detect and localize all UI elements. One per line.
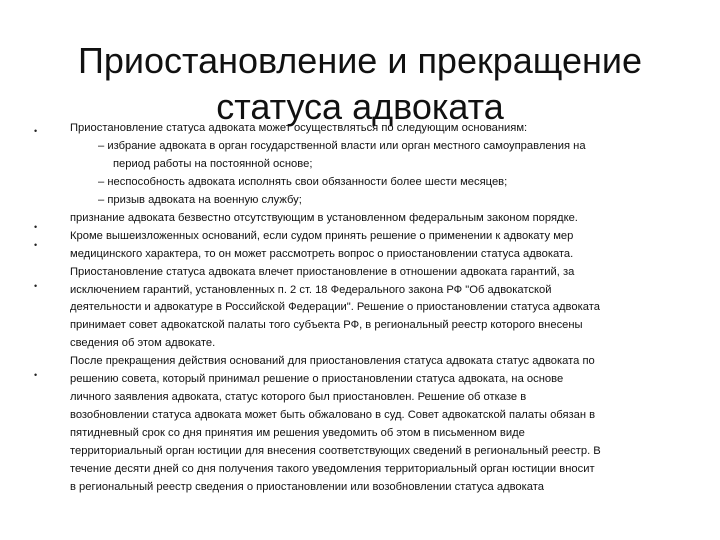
bullet-marker: •	[34, 126, 38, 136]
body-line: возобновлении статуса адвоката может быть обжаловано в суд. Совет адвокатской палаты обязан в	[70, 409, 596, 421]
body-line: исключением гарантий, установленных п. 2 ст. 18 Федерального закона РФ "Об адвокатской	[70, 284, 552, 296]
body-line: течение десяти дней со дня получения такого уведомления территориальный орган юстиции вносит	[70, 463, 595, 475]
body-sub-line: – призыв адвоката на военную службу;	[98, 194, 302, 206]
body-line: в региональный реестр сведения о приостановлении или возобновлении статуса адвоката	[70, 481, 544, 493]
slide-title-line-2: статуса адвоката	[216, 86, 504, 128]
body-line: После прекращения действия оснований для приостановления статуса адвоката статус адвоката по	[70, 355, 595, 367]
body-line: пятидневный срок со дня принятия им решения уведомить об этом в письменном виде	[70, 427, 525, 439]
bullet-marker: •	[34, 240, 38, 250]
body-line: решению совета, который принимал решение о приостановлении статуса адвоката, на основе	[70, 373, 564, 385]
body-line: деятельности и адвокатуре в Российской Федерации". Решение о приостановлении статуса адвоката	[70, 301, 600, 313]
bullet-marker: •	[34, 222, 38, 232]
body-sub-line: период работы на постоянной основе;	[113, 158, 313, 170]
body-line: территориальный орган юстиции для внесения соответствующих сведений в региональный реестр. В	[70, 445, 601, 457]
body-sub-line: – избрание адвоката в орган государственной власти или орган местного самоуправления на	[98, 140, 586, 152]
body-line: сведения об этом адвокате.	[70, 337, 216, 349]
body-line: принимает совет адвокатской палаты того субъекта РФ, в региональный реестр которого внесены	[70, 319, 583, 331]
body-line: Кроме вышеизложенных оснований, если судом принять решение о применении к адвокату мер	[70, 230, 574, 242]
bullet-marker: •	[34, 370, 38, 380]
body-line: признание адвоката безвестно отсутствующим в установленном федеральным законом порядке.	[70, 212, 578, 224]
body-line: Приостановление статуса адвоката может осуществляться по следующим основаниям:	[70, 122, 528, 134]
body-sub-line: – неспособность адвоката исполнять свои обязанности более шести месяцев;	[98, 176, 508, 188]
bullet-marker: •	[34, 281, 38, 291]
body-line: Приостановление статуса адвоката влечет приостановление в отношении адвоката гарантий, за	[70, 266, 575, 278]
body-line: медицинского характера, то он может рассмотреть вопрос о приостановлении статуса адвоката.	[70, 248, 574, 260]
body-line: личного заявления адвоката, статус которого был приостановлен. Решение об отказе в	[70, 391, 527, 403]
slide-title-line-1: Приостановление и прекращение	[77, 40, 643, 82]
